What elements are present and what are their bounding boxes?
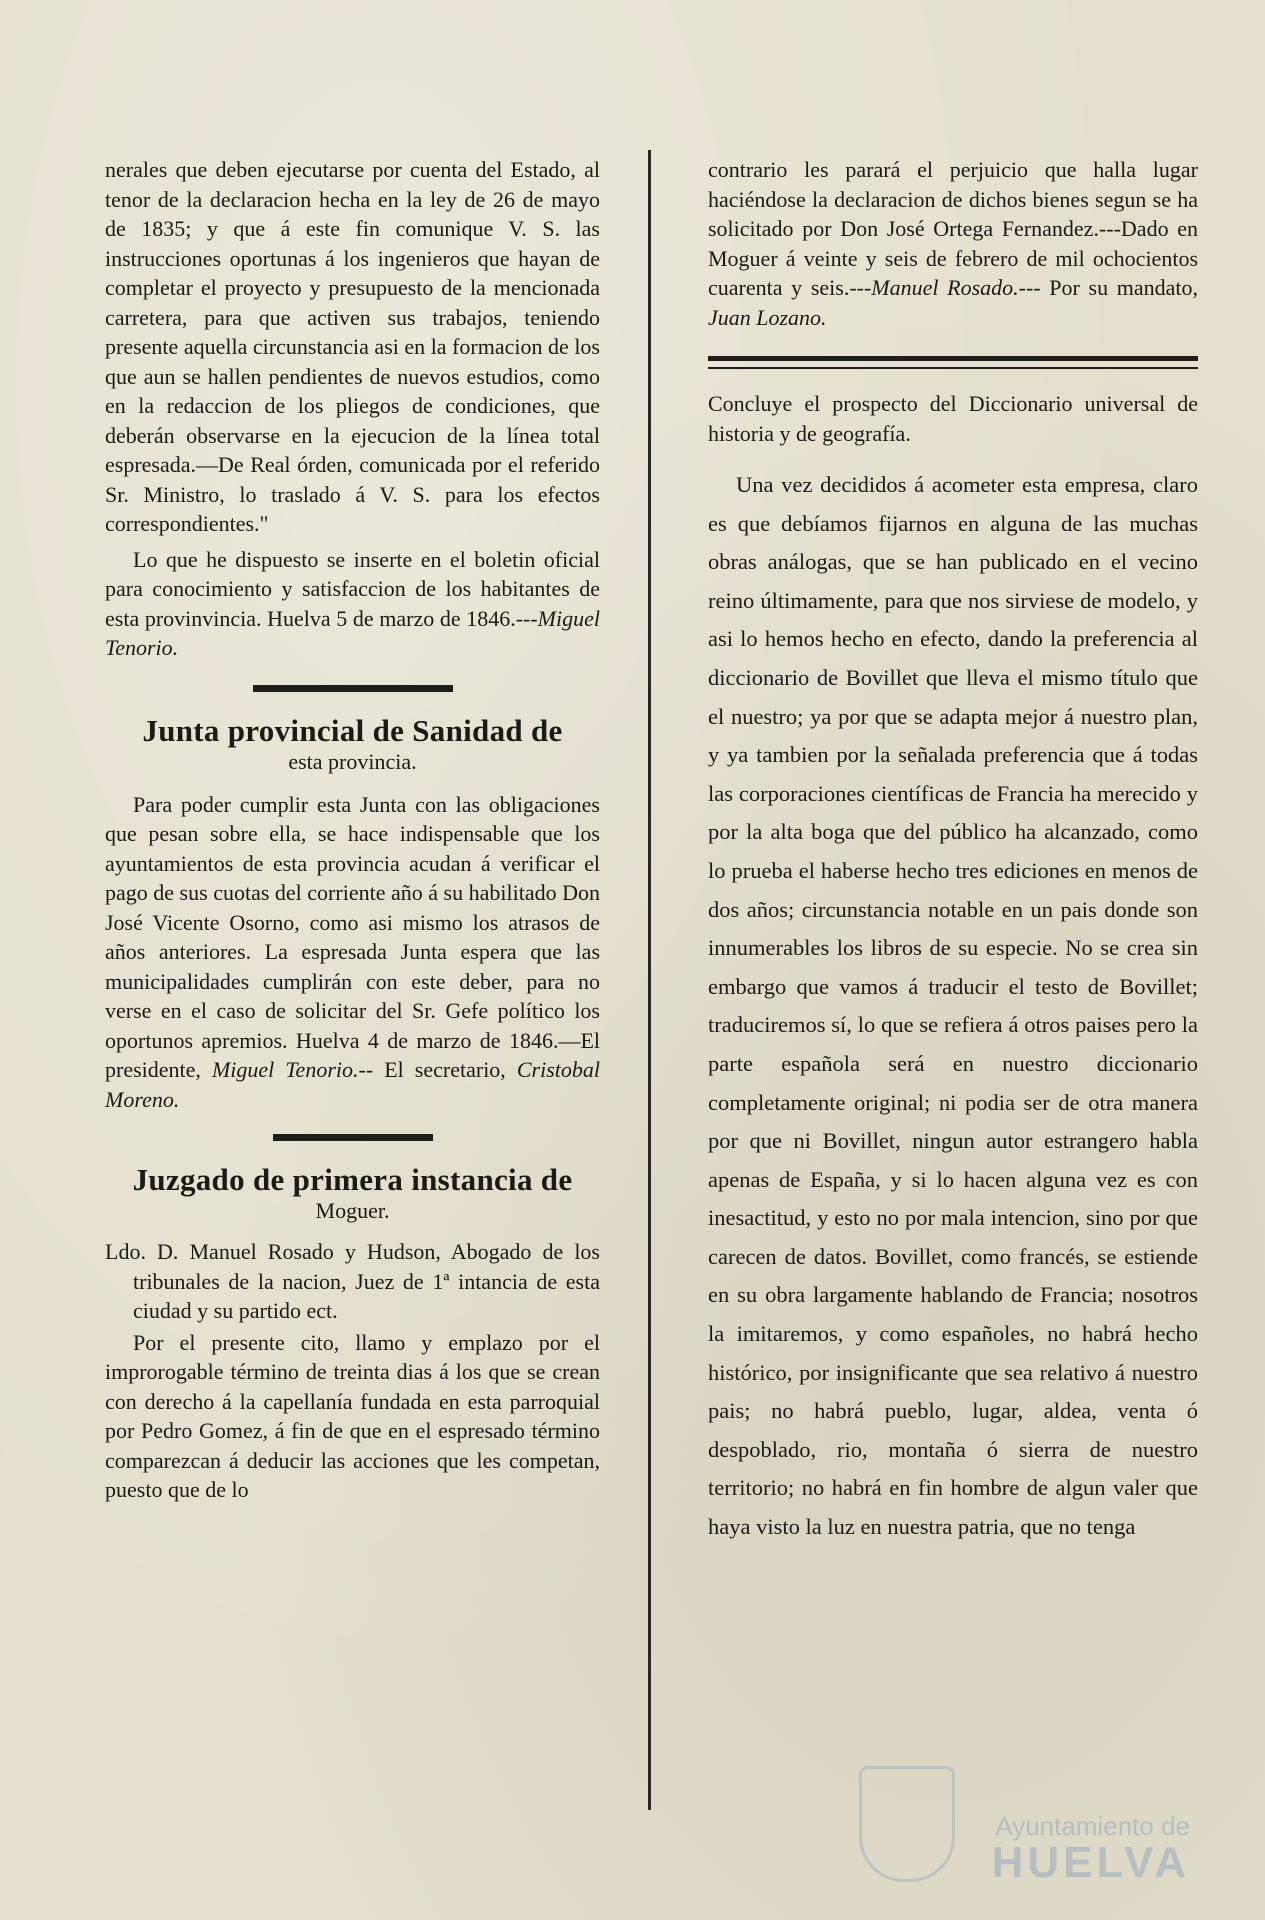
left-paragraph-1: nerales que deben ejecutarse por cuenta del Estado, al tenor de la declaracion hecha en la ley de 26 de mayo de 1835; y que á este fin comunique V. S. las instrucciones oportunas á los ingenieros que hayan de completar el proyecto y presupuesto de la mencionada carretera, para que activen sus trabajos, teniendo presente aquella circunstancia asi en la formacion de los que aun se hallen pendientes de nuevos estudios, como en la redaccion de los pliegos de condiciones, que deberán observarse en la ejecucion de la línea total espresada.—De Real órden, comunicada por el referido Sr. Ministro, lo traslado á V. S. para los efectos correspondientes."	[105, 157, 600, 536]
left-paragraph-2-text: Lo que he dispuesto se inserte en el boletin oficial para conocimiento y satisfaccion de los habitantes de esta provinvincia. Huelva 5 de marzo de 1846.---	[105, 546, 600, 631]
section-title-junta: Junta provincial de Sanidad de	[142, 712, 563, 748]
watermark	[930, 1811, 1190, 1887]
left-paragraph-3	[105, 790, 600, 1115]
section-rule	[253, 685, 453, 692]
left-paragraph-3-signature-president: Miguel Tenorio.	[211, 1057, 359, 1082]
section-title-juzgado: Juzgado de primera instancia de	[132, 1162, 573, 1197]
section-subtitle-juzgado: Moguer.	[315, 1198, 390, 1223]
left-paragraph-4: Ldo. D. Manuel Rosado y Hudson, Abogado de los tribunales de la nacion, Juez de 1ª intancia de esta ciudad y su partido ect.	[105, 1239, 600, 1323]
left-paragraph-2-signature: Miguel Tenorio.	[105, 605, 600, 660]
left-column	[105, 155, 600, 1505]
section-subtitle-junta: esta provincia.	[288, 748, 417, 774]
left-paragraph-3-signature-secretary: Cristobal Moreno.	[105, 1057, 601, 1112]
right-paragraph-3: Una vez decididos á acometer esta empresa, claro es que debíamos fijarnos en alguna de las muchas obras análogas, que se han publicado en el vecino reino últimamente, para que nos sirviese de modelo, y asi lo hemos hecho en efecto, dando la preferencia al diccionario de Bovillet que lleva el mismo título que el nuestro; ya por que se adapta mejor á nuestro plan, y ya tambien por la señalada preferencia que á todas las corporaciones científicas de Francia ha merecido y por la alta boga que del público ha alcanzado, como lo prueba el haberse hecho tres ediciones en menos de dos años; circunstancia notable en un pais donde son innumerables los libros de su especie. No se crea sin embargo que vamos á traducir el testo de Bovillet; traduciremos sí, lo que se refiera á otros paises pero la parte española será en nuestro diccionario completamente original; ni podia ser de otra manera por que ni Bovillet, ningun autor estrangero habla apenas de España, y si lo hacen alguna vez es con inesactitud, y esto no por mala intencion, sino por que carecen de datos. Bovillet, como francés, se estiende en su obra largamente hablando de Francia; nosotros la imitaremos, y como españoles, no habrá hecho histórico, por insignificante que sea relativo á nuestro pais; no habrá pueblo, lugar, aldea, venta ó despoblado, rio, montaña ó sierra de nuestro territorio; no habrá en fin hombre de algun valer que haya visto la luz en nuestra patria, que no tenga	[708, 472, 1198, 1540]
left-paragraph-5: Por el presente cito, llamo y emplazo por el improrogable término de treinta dias á los que se crean con derecho á la capellanía fundada en esta parroquial por Pedro Gomez, á fin de que en el espresado término comparezcan á deducir las acciones que les competan, puesto que de lo	[105, 1329, 600, 1502]
column-divider	[648, 150, 651, 1810]
right-paragraph-1-signature-clerk: Juan Lozano.	[708, 304, 827, 330]
section-rule	[273, 1134, 433, 1141]
right-paragraph-1	[708, 155, 1198, 332]
watermark-line-2: HUELVA	[991, 1838, 1190, 1887]
watermark-line-1: Ayuntamiento de	[995, 1811, 1190, 1841]
right-paragraph-2: Concluye el prospecto del Diccionario universal de historia y de geografía.	[708, 391, 1198, 446]
left-paragraph-3-text: Para poder cumplir esta Junta con las obligaciones que pesan sobre ella, se hace indispensable que los ayuntamientos de esta provincia acudan á verificar el pago de sus cuotas del corriente año á su habilitado Don José Vicente Osorno, como asi mismo los atrasos de años anteriores. La espresada Junta espera que las municipalidades cumplirán con este deber, para no verse en el caso de solicitar del Sr. Gefe político los oportunos apremios. Huelva 4 de marzo de 1846.—El presidente,	[105, 791, 600, 1082]
right-paragraph-1-signature-judge: Manuel Rosado.	[871, 275, 1019, 300]
right-paragraph-1-text: contrario les parará el perjuicio que halla lugar haciéndose la declaracion de dichos bienes segun se ha solicitado por Don José Ortega Fernandez.---Dado en Moguer á veinte y seis de febrero de mil ochocientos cuarenta y seis.---	[708, 157, 1198, 300]
left-paragraph-3-mid: -- El secretario,	[358, 1057, 517, 1082]
left-paragraph-2	[105, 545, 600, 663]
right-paragraph-1-mid: --- Por su mandato,	[1018, 275, 1199, 300]
section-double-rule	[708, 356, 1198, 369]
right-column	[708, 155, 1198, 1547]
